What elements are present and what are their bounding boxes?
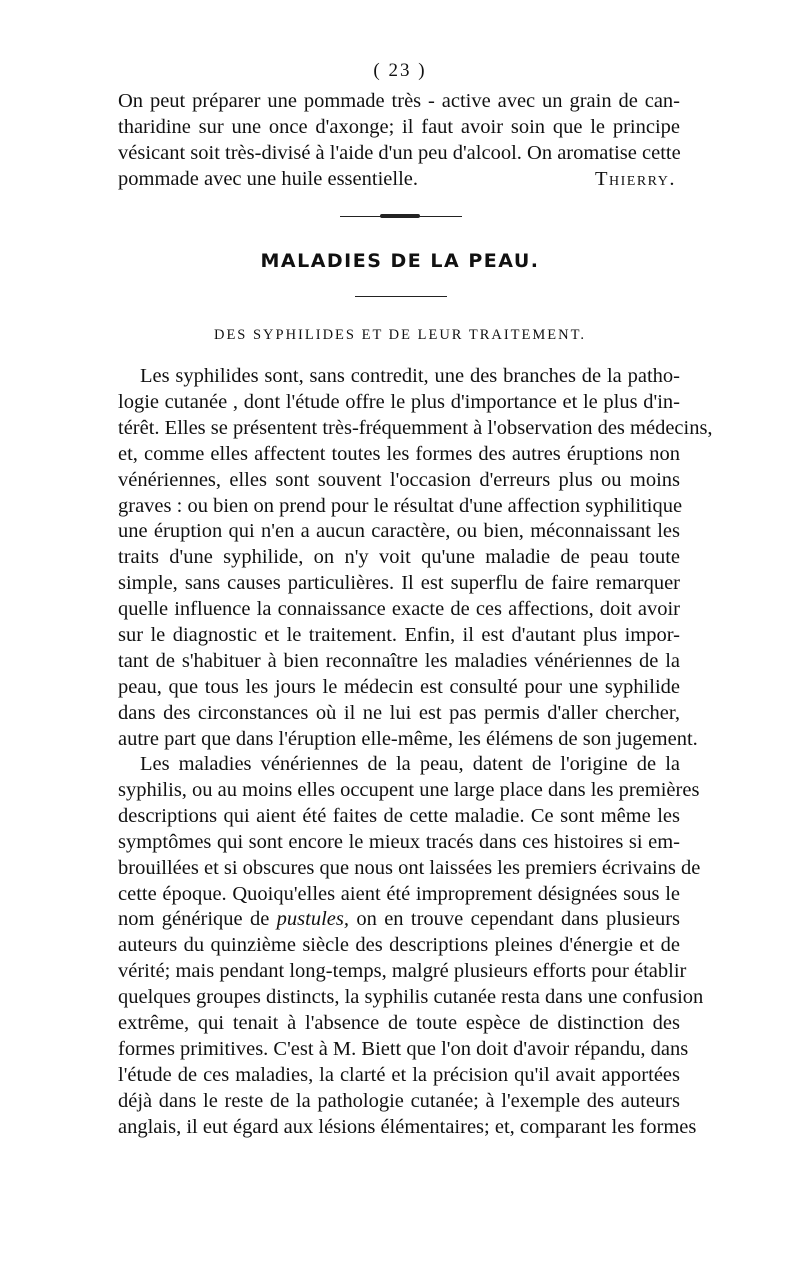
text-segment: on en trouve cependant dans plusieurs <box>356 908 681 931</box>
text-line: formes primitives. C'est à M. Biett que l'on doit d'avoir répandu, dans <box>118 1037 689 1060</box>
text-line: vésicant soit très-divisé à l'aide d'un peu d'alcool. On aromatise cette <box>118 142 681 164</box>
text-line: sur le diagnostic et le traitement. Enfin, il est d'autant plus impor- <box>118 624 680 647</box>
section-title: MALADIES DE LA PEAU. <box>260 250 540 272</box>
text-line: tant de s'habituer à bien reconnaître les maladies vénériennes de la <box>118 649 680 672</box>
text-line: syphilis, ou au moins elles occupent une large place dans les premières <box>118 778 700 801</box>
text-line: Les maladies vénériennes de la peau, datent de l'origine de la <box>140 753 680 775</box>
text-line: logie cutanée , dont l'étude offre le plus d'importance et le plus d'in- <box>118 390 680 413</box>
text-segment: nom générique de <box>118 908 270 931</box>
subsection-title: DES SYPHILIDES ET DE LEUR TRAITEMENT. <box>213 327 587 343</box>
text-line: traits d'une syphilide, on n'y voit qu'une maladie de peau toute <box>118 546 680 569</box>
text-line: déjà dans le reste de la pathologie cutanée; à l'exemple des auteurs <box>118 1089 680 1112</box>
text-line: vérité; mais pendant long-temps, malgré plusieurs efforts pour établir <box>118 960 687 983</box>
text-line: tharidine sur une once d'axonge; il faut avoir soin que le principe <box>118 116 680 138</box>
text-line: quelques groupes distincts, la syphilis cutanée resta dans une confusion <box>118 986 704 1009</box>
text-line: térêt. Elles se présentent très-fréquemment à l'observation des médecins, <box>118 416 713 439</box>
text-line: descriptions qui aient été faites de cette maladie. Ce sont même les <box>118 804 680 827</box>
text-line: auteurs du quinzième siècle des descriptions pleines d'énergie et de <box>118 934 680 957</box>
paragraph-1 <box>118 364 713 753</box>
text-line: dans des circonstances où il ne lui est pas permis d'aller chercher, <box>118 701 680 724</box>
divider-ornament <box>380 214 420 218</box>
text-line: On peut préparer une pommade très - active avec un grain de can- <box>118 90 680 112</box>
text-line: pommade avec une huile essentielle. <box>118 168 418 190</box>
text-line: anglais, il eut égard aux lésions élémentaires; et, comparant les formes <box>118 1115 697 1138</box>
italic-term: pustules, <box>276 908 349 931</box>
author-signature: Thierry. <box>595 168 676 190</box>
text-line: brouillées et si obscures que nous ont laissées les premiers écrivains de <box>118 856 701 879</box>
text-line: quelle influence la connaissance exacte de ces affections, doit avoir <box>118 598 680 621</box>
text-line: extrême, qui tenait à l'absence de toute espèce de distinction des <box>118 1012 680 1035</box>
intro-paragraph <box>118 88 680 192</box>
text-line: peau, que tous les jours le médecin est consulté pour une syphilide <box>118 675 680 698</box>
text-line: autre part que dans l'éruption elle-même, les élémens de son jugement. <box>118 727 698 750</box>
page-number: ( 23 ) <box>373 60 427 81</box>
signature-line <box>118 166 680 192</box>
text-line: symptômes qui sont encore le mieux tracés dans ces histoires si em- <box>118 830 680 853</box>
text-line-with-italic <box>118 907 680 933</box>
text-line: et, comme elles affectent toutes les formes des autres éruptions non <box>118 442 680 465</box>
text-line: vénériennes, elles sont souvent l'occasion d'erreurs plus ou moins <box>118 468 680 491</box>
paragraph-2 <box>118 752 704 1141</box>
text-line: graves : ou bien on prend pour le résultat d'une affection syphilitique <box>118 494 683 517</box>
text-line: Les syphilides sont, sans contredit, une des branches de la patho- <box>140 365 680 387</box>
text-line: simple, sans causes particulières. Il est superflu de faire remarquer <box>118 572 680 595</box>
text-line: cette époque. Quoiqu'elles aient été improprement désignées sous le <box>118 882 680 905</box>
text-line: une éruption qui n'en a aucun caractère, ou bien, méconnaissant les <box>118 520 680 543</box>
divider <box>355 296 447 297</box>
text-line: l'étude de ces maladies, la clarté et la précision qu'il avait apportées <box>118 1063 680 1086</box>
